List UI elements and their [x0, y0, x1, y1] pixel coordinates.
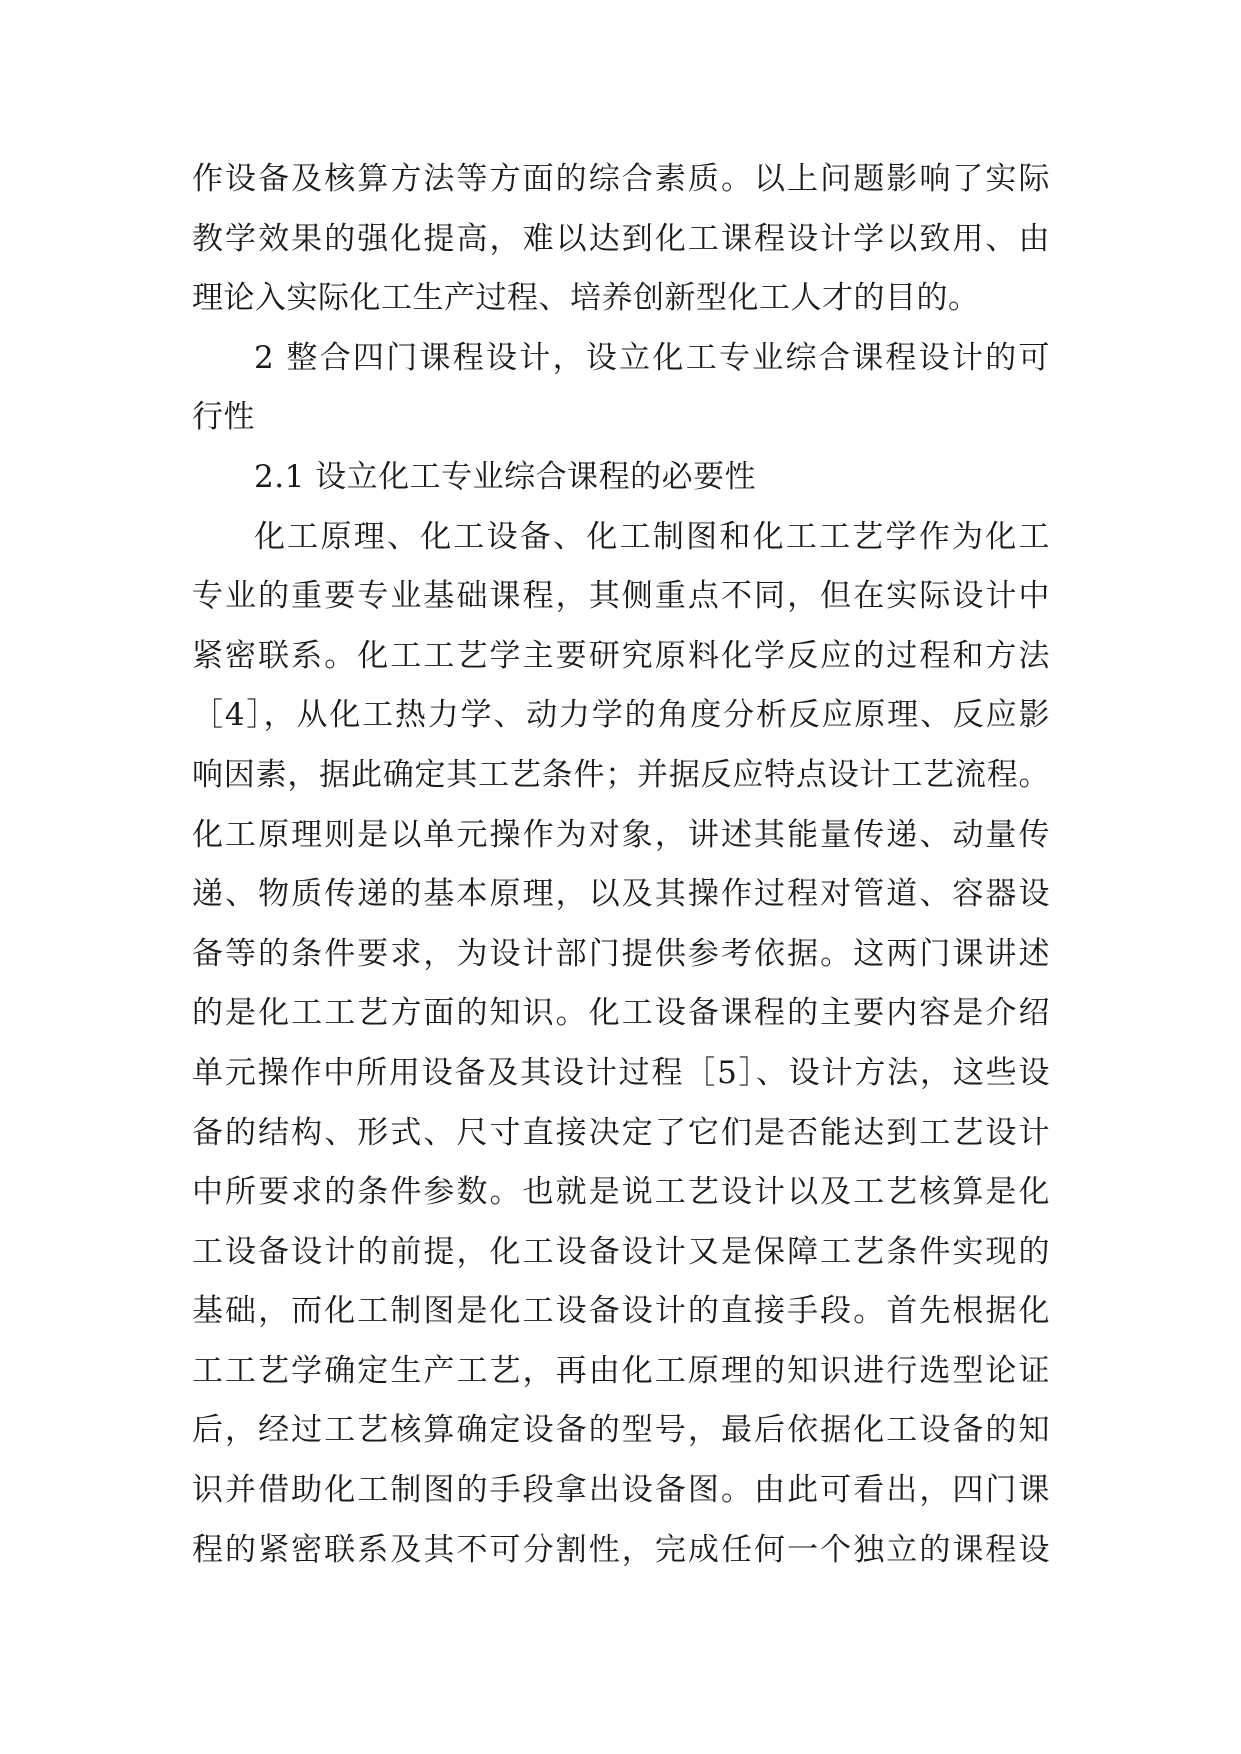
- text-line: 作设备及核算方法等方面的综合素质。以上问题影响了实际: [192, 161, 1050, 197]
- text-line: 工工艺学确定生产工艺，再由化工原理的知识进行选型论证: [192, 1352, 1050, 1389]
- text-line: 后，经过工艺核算确定设备的型号，最后依据化工设备的知: [192, 1412, 1050, 1449]
- text-line: 单元操作中所用设备及其设计过程［5］、设计方法，这些设: [192, 1054, 1050, 1091]
- text-line: 程的紧密联系及其不可分割性，完成任何一个独立的课程设: [192, 1531, 1050, 1568]
- section-heading-continued: 行性: [192, 399, 255, 436]
- paragraph-first-line: 化工原理、化工设备、化工制图和化工工艺学作为化工: [254, 518, 1050, 555]
- document-page: [192, 150, 1050, 1580]
- text-line: 识并借助化工制图的手段拿出设备图。由此可看出，四门课: [192, 1472, 1050, 1509]
- text-line: 备的结构、形式、尺寸直接决定了它们是否能达到工艺设计: [192, 1114, 1050, 1151]
- text-line: 化工原理则是以单元操作为对象，讲述其能量传递、动量传: [192, 816, 1050, 853]
- text-line: ［4］，从化工热力学、动力学的角度分析反应原理、反应影: [192, 697, 1050, 734]
- text-line: 的是化工工艺方面的知识。化工设备课程的主要内容是介绍: [192, 995, 1050, 1032]
- text-line: 中所要求的条件参数。也就是说工艺设计以及工艺核算是化: [192, 1174, 1050, 1211]
- section-heading: 2 整合四门课程设计，设立化工专业综合课程设计的可: [254, 339, 1050, 376]
- text-line: 教学效果的强化提高，难以达到化工课程设计学以致用、由: [192, 220, 1050, 257]
- text-line: 专业的重要专业基础课程，其侧重点不同，但在实际设计中: [192, 578, 1050, 615]
- text-line: 工设备设计的前提，化工设备设计又是保障工艺条件实现的: [192, 1233, 1050, 1270]
- text-line: 备等的条件要求，为设计部门提供参考依据。这两门课讲述: [192, 935, 1050, 972]
- text-line: 响因素，据此确定其工艺条件；并据反应特点设计工艺流程。: [192, 756, 1050, 793]
- text-line: 基础，而化工制图是化工设备设计的直接手段。首先根据化: [192, 1293, 1050, 1330]
- text-line: 紧密联系。化工工艺学主要研究原料化学反应的过程和方法: [192, 637, 1050, 674]
- subsection-heading: 2.1 设立化工专业综合课程的必要性: [254, 458, 757, 495]
- text-line: 递、物质传递的基本原理，以及其操作过程对管道、容器设: [192, 876, 1050, 913]
- text-line: 理论入实际化工生产过程、培养创新型化工人才的目的。: [192, 280, 980, 317]
